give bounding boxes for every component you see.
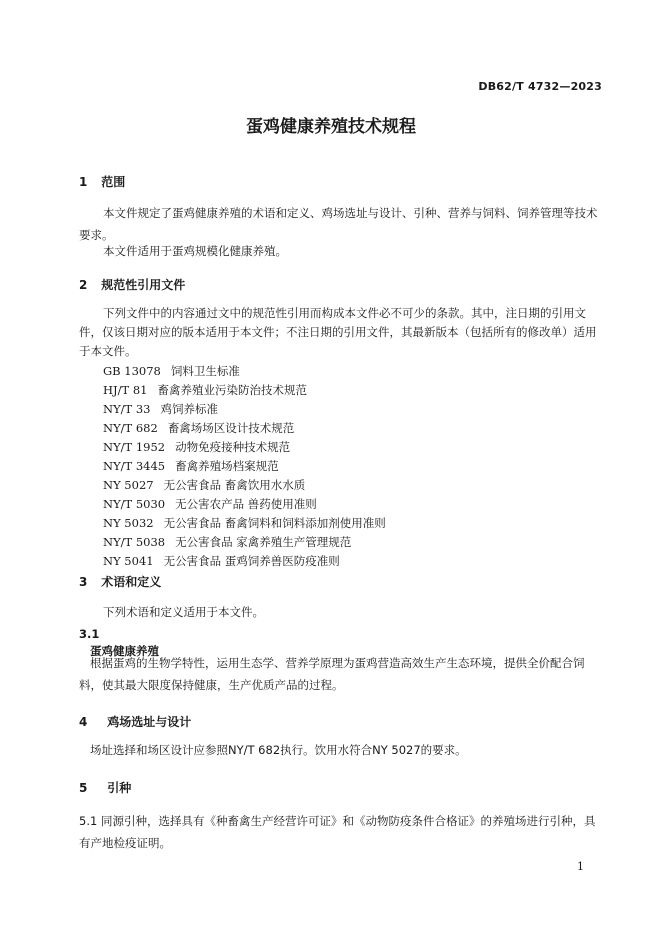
reference-code: NY 5041 <box>103 554 154 568</box>
reference-item <box>103 382 307 398</box>
section-1-heading <box>79 173 125 190</box>
reference-item <box>103 363 240 379</box>
reference-code: NY/T 1952 <box>103 440 166 454</box>
paragraph: 下列术语和定义适用于本文件。 <box>103 605 264 619</box>
reference-name: 鸡饲养标准 <box>160 402 218 416</box>
reference-name: 无公害食品 畜禽饲料和饲料添加剂使用准则 <box>163 516 386 530</box>
reference-item <box>103 477 305 493</box>
reference-item <box>103 439 290 455</box>
section-title: 鸡场选址与设计 <box>107 715 192 729</box>
paragraph: 下列文件中的内容通过文中的规范性引用而构成本文件必不可少的条款。其中，注日期的引用文件，仅该日期对应的版本适用于本文件；不注日期的引用文件，其最新版本（包括所有的修改单）适用于本文件。 <box>79 306 597 358</box>
reference-name: 畜禽场场区设计技术规范 <box>167 421 295 435</box>
section-2-heading <box>79 276 185 293</box>
section-number: 2 <box>79 278 88 292</box>
document-title: 蛋鸡健康养殖技术规程 <box>246 117 416 137</box>
reference-name: 畜禽养殖业污染防治技术规范 <box>157 383 307 397</box>
reference-item <box>103 401 218 417</box>
section-number: 5 <box>79 781 88 795</box>
section-number: 4 <box>79 715 88 729</box>
reference-name: 无公害食品 畜禽饮用水水质 <box>163 478 306 492</box>
reference-item <box>103 420 294 436</box>
reference-name: 动物免疫接种技术规范 <box>175 440 291 454</box>
reference-code: NY 5027 <box>103 478 154 492</box>
reference-item <box>103 534 351 550</box>
reference-code: NY/T 682 <box>103 421 158 435</box>
reference-code: NY/T 33 <box>103 402 151 416</box>
reference-name: 无公害食品 家禽养殖生产管理规范 <box>175 535 352 549</box>
section-4-heading <box>79 713 191 730</box>
term-number: 3.1 <box>79 627 100 641</box>
reference-name: 饲料卫生标准 <box>170 364 240 378</box>
reference-item <box>103 496 317 512</box>
reference-code: NY 5032 <box>103 516 154 530</box>
section-title: 引种 <box>107 781 132 795</box>
reference-code: NY/T 5038 <box>103 535 166 549</box>
paragraph: 场址选择和场区设计应参照NY/T 682执行。饮用水符合NY 5027的要求。 <box>90 743 467 757</box>
reference-name: 无公害食品 蛋鸡饲养兽医防疫准则 <box>163 554 340 568</box>
section-number: 3 <box>79 575 88 589</box>
reference-code: NY/T 3445 <box>103 459 166 473</box>
reference-name: 畜禽养殖场档案规范 <box>175 459 279 473</box>
reference-code: GB 13078 <box>103 364 161 378</box>
reference-code: NY/T 5030 <box>103 497 166 511</box>
section-title: 范围 <box>101 175 126 189</box>
section-number: 1 <box>79 175 88 189</box>
reference-item <box>103 515 386 531</box>
paragraph: 本文件规定了蛋鸡健康养殖的术语和定义、鸡场选址与设计、引种、营养与饲料、饲养管理等技术要求。 <box>79 206 598 242</box>
term-definition: 根据蛋鸡的生物学特性，运用生态学、营养学原理为蛋鸡营造高效生产生态环境，提供全价配合饲料，使其最大限度保持健康，生产优质产品的过程。 <box>79 656 585 692</box>
reference-item <box>103 553 340 569</box>
term-name: 蛋鸡健康养殖 <box>90 644 159 658</box>
section-title: 术语和定义 <box>101 575 162 589</box>
standard-code: DB62/T 4732—2023 <box>478 80 602 93</box>
section-5-heading <box>79 779 131 796</box>
section-3-heading <box>79 573 161 590</box>
paragraph: 5.1 同源引种，选择具有《种畜禽生产经营许可证》和《动物防疫条件合格证》的养殖场进行引种，具有产地检疫证明。 <box>79 814 596 850</box>
section-title: 规范性引用文件 <box>101 278 186 292</box>
reference-code: HJ/T 81 <box>103 383 148 397</box>
reference-name: 无公害农产品 兽药使用准则 <box>175 497 317 511</box>
page-number: 1 <box>577 860 584 873</box>
paragraph: 本文件适用于蛋鸡规模化健康养殖。 <box>103 244 287 258</box>
reference-item <box>103 458 279 474</box>
